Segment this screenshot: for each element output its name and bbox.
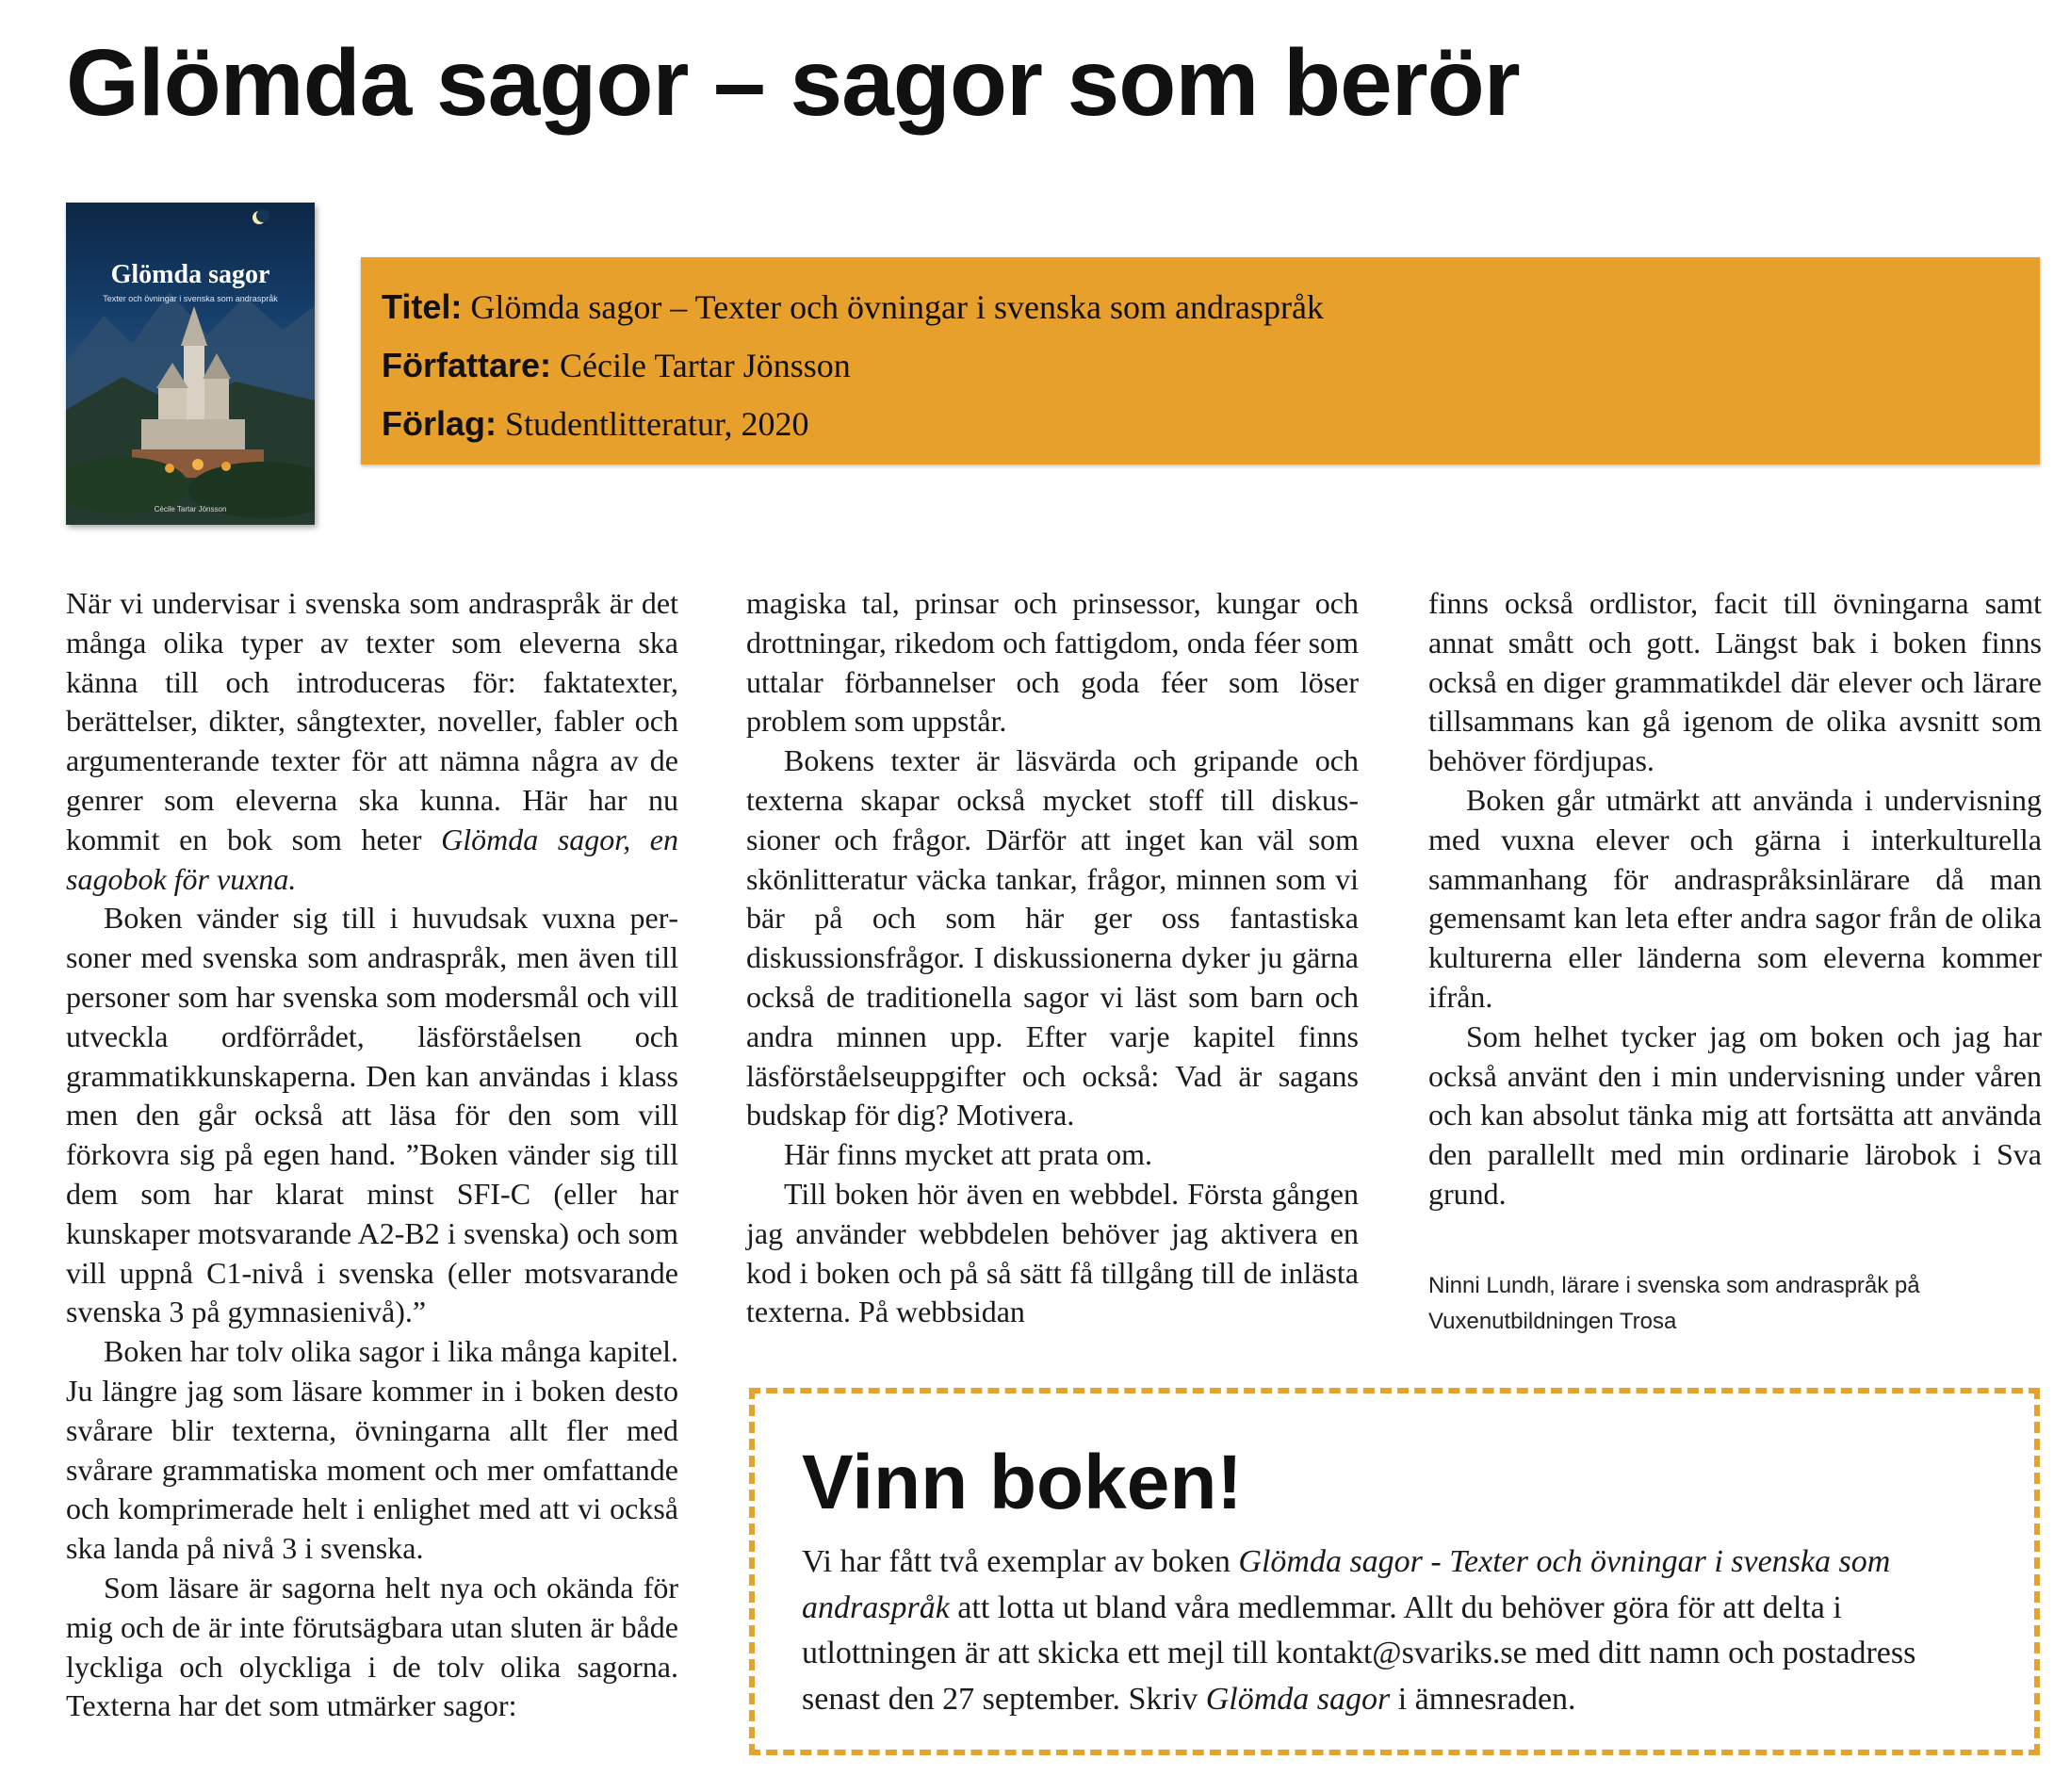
paragraph: Till boken hör även en webbdel. Första gången jag använder webbdelen behöver jag aktivera en kod i boken och på så sätt få tillgång till de inlästa texterna. På webbsidan <box>746 1176 1359 1329</box>
competition-box <box>749 1388 2040 1755</box>
competition-text-part: att lotta ut bland våra medlemmar. Allt du behöver göra för att delta i utlottningen är att skicka ett mejl till kontakt@svariks.se med ditt namn och postadress senast den 27 september. Skriv <box>802 1589 1916 1717</box>
book-info-box <box>361 257 2040 464</box>
signature-line: Vuxenutbildningen Trosa <box>1428 1309 1677 1334</box>
cover-subtitle: Texter och övningar i svenska som andraspråk <box>103 294 278 303</box>
book-title-italic: Glömda sagor <box>1205 1681 1391 1717</box>
book-cover-image <box>66 203 315 525</box>
article-headline: Glömda sagor – sagor som berör <box>66 30 1520 136</box>
competition-text-part: Vi har fått två exemplar av boken <box>802 1544 1239 1579</box>
book-title-italic: Glömda sagor - Texter och övningar i svenska som andraspråk <box>802 1544 1891 1625</box>
cover-title: Glömda sagor <box>110 260 270 289</box>
paragraph: Som läsare är sagorna helt nya och okända för mig och de är inte förutsägbara utan sluten är både lyckliga och olyckliga i de tolv olika sagorna. Texterna har det som utmärker sagor: <box>66 1570 678 1723</box>
paragraph: finns också ordlistor, facit till övningarna samt annat smått och gott. Längst bak i boken finns också en diger grammatikdel där elever och lärare tillsammans kan gå igenom de olika avsnitt som behöver fördjupas. <box>1428 586 2042 778</box>
castle-illustration <box>66 203 315 525</box>
competition-text-part: i ämnesraden. <box>1390 1681 1576 1717</box>
paragraph: magiska tal, prinsar och prinsessor, kungar och drottningar, rikedom och fattigdom, onda féer som uttalar förbannelser och goda féer som löser problem som uppstår. <box>746 586 1359 739</box>
book-title-italic: Glömda sagor, en sagobok för vuxna. <box>66 822 678 896</box>
info-author-value: Cécile Tartar Jönsson <box>551 347 851 384</box>
paragraph: Boken går utmärkt att använda i undervisning med vuxna elever och gärna i interkulturella sammanhang för andraspråksinlärare då man gemensamt kan leta efter andra sagor från de olika kulturerna eller länderna som eleverna kommer ifrån. <box>1428 782 2042 1014</box>
paragraph <box>66 584 678 899</box>
paragraph: Som helhet tycker jag om boken och jag har också använt den i min undervisning under våren och kan absolut tänka mig att fortsätta att använda den parallellt med min ordinarie lärobok i Sva grund. <box>1428 1018 2042 1211</box>
article-column-2 <box>746 584 1359 1332</box>
signature-line: Ninni Lundh, lärare i svenska som andraspråk på <box>1428 1273 1920 1298</box>
info-author-row <box>382 336 2040 395</box>
competition-text <box>802 1539 1961 1722</box>
cover-author: Cécile Tartar Jönsson <box>154 505 227 513</box>
competition-title: Vinn boken! <box>802 1440 1243 1525</box>
info-publisher-row <box>382 395 2040 453</box>
paragraph: Bokens texter är läsvärda och gripande och texterna skapar också mycket stoff till diskussioner och frågor. Därför att inget kan väl som skönlitteratur väcka tankar, frågor, minnen som vi bär på och som här ger oss fantastiska diskussionsfrågor. I diskussionerna dyker ju gärna också de traditionella sagor vi läst som barn och andra minnen upp. Efter varje kapitel finns läsförståelseuppgifter och också: Vad är sagans budskap för dig? Motivera. <box>746 743 1359 1132</box>
info-title-value: Glömda sagor – Texter och övningar i svenska som andraspråk <box>462 288 1324 326</box>
info-publisher-value: Studentlitteratur, 2020 <box>497 405 809 443</box>
info-title-row <box>382 278 2040 336</box>
info-publisher-label: Förlag: <box>382 404 497 443</box>
info-author-label: Författare: <box>382 346 552 384</box>
paragraph: Boken har tolv olika sagor i lika många kapitel. Ju längre jag som läsare kommer in i boken desto svårare blir texterna, övningarna allt fler med svårare grammatiska moment och mer omfattande och komprimerade helt i enlighet med att vi också ska landa på nivå 3 i svenska. <box>66 1334 678 1566</box>
paragraph: Boken vänder sig till i huvudsak vuxna personer med svenska som andraspråk, men även till personer som har svenska som modersmål och vill utveckla ordförrådet, läsförståelsen och grammatikkunskaperna. Den kan användas i klass men den går också att läsa för den som vill förkovra sig på egen hand. ”Boken vänder sig till dem som har klarat minst SFI-C (eller har kunskaper motsvarande A2-B2 i svenska) och som vill uppnå C1-nivå i svenska (eller motsvarande svenska 3 på gymnasienivå).” <box>66 901 678 1329</box>
article-column-1 <box>66 584 678 1726</box>
paragraph: Här finns mycket att prata om. <box>784 1137 1152 1172</box>
author-signature <box>1428 1268 2050 1340</box>
paragraph-text: När vi undervisar i svenska som andraspråk är det många olika typer av texter som eleverna ska känna till och introduceras för: faktatexter, berättelser, dikter, sångtexter, noveller, fabler och argumenterande texter för att nämna några av de genrer som eleverna ska kunna. Här har nu kommit en bok som heter <box>66 586 678 856</box>
article-column-3 <box>1428 584 2042 1214</box>
info-title-label: Titel: <box>382 287 463 326</box>
